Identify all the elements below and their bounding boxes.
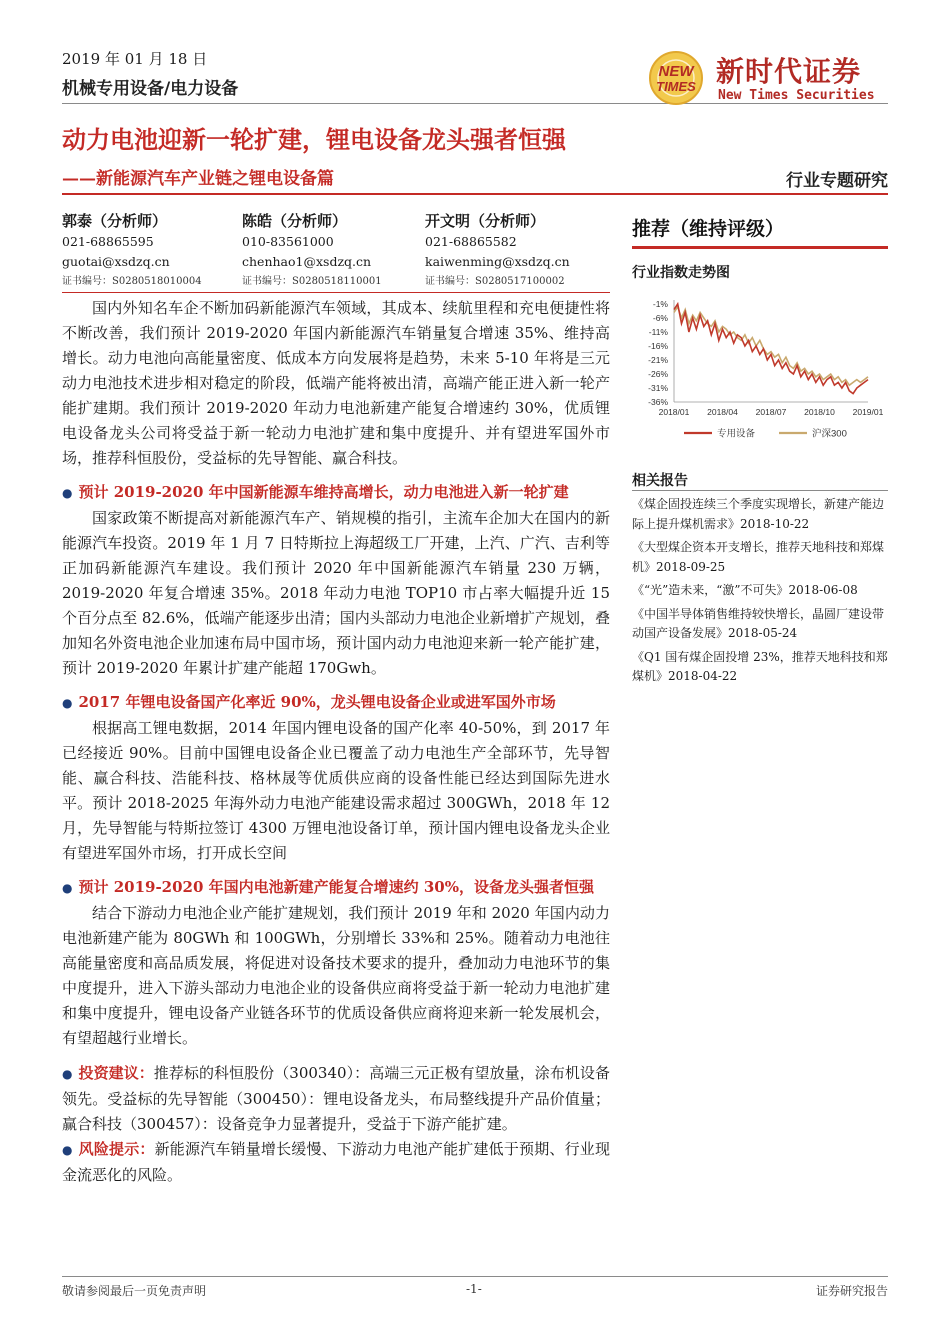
- section-heading: ● 预计 2019-2020 年中国新能源车维持高增长，动力电池进入新一轮扩建: [62, 483, 569, 501]
- analyst-email[interactable]: guotai@xsdzq.cn: [62, 254, 170, 269]
- risk-text: 新能源汽车销量增长缓慢、下游动力电池产能扩建低于预期、行业现金流恶化的风险。: [62, 1140, 610, 1184]
- footer-divider: [62, 1276, 888, 1277]
- analyst-email[interactable]: chenhao1@xsdzq.cn: [242, 254, 372, 269]
- legend-label: 沪深300: [812, 428, 847, 440]
- analyst-name: 开文明（分析师）: [425, 212, 546, 230]
- section-paragraph: 结合下游动力电池企业产能扩建规划，我们预计 2019 年和 2020 年国内动力电池新建产能为 80GWh 和 100GWh，分别增长 33%和 25%。随着动力电池往高能量密度和高品质发展，将促进对设备技术要求的提升，叠加动力电池环节的集中度提升，进入下游头部动力电池企业的设备供应商将受益于新一轮动力电池扩建和集中度提升，锂电设备产业链各环节的优质设备供应商将迎来新一轮发展机会，有望超越行业增长。: [62, 904, 610, 1047]
- sector-label: 机械专用设备/电力设备: [62, 79, 239, 99]
- investment-advice: [62, 1061, 610, 1137]
- investment-text: 推荐标的科恒股份（300340）：高端三元正极有望放量，涂布机设备领先。受益标的先导智能（300450）：锂电设备龙头，布局整线提升产品价值量；赢合科技（300457）：设备竞争力显著提升，受益于下游产能扩建。: [62, 1064, 610, 1133]
- analyst-cert: 证书编号：S0280518010004: [62, 276, 202, 287]
- bullet-icon: ●: [62, 881, 73, 895]
- page-number: -1-: [466, 1282, 482, 1296]
- logo-name: 新时代证券: [716, 55, 862, 88]
- related-reports-title: 相关报告: [632, 473, 688, 489]
- bullet-icon: ●: [62, 486, 73, 500]
- y-axis: [648, 299, 674, 407]
- analyst-divider: [62, 292, 610, 293]
- y-tick-label: -11%: [648, 327, 668, 337]
- analyst-card: [425, 210, 605, 292]
- logo-english-name: New Times Securities: [718, 88, 875, 103]
- rating-divider: [632, 246, 888, 249]
- chart-title: 行业指数走势图: [632, 265, 730, 281]
- section-paragraph: 根据高工锂电数据，2014 年国内锂电设备的国产化率 40-50%，到 2017 年已经接近 90%。目前中国锂电设备企业已覆盖了动力电池生产全部环节，先导智能、赢合科技、浩能科技、格林晟等优质供应商的设备性能已经达到国际先进水平。预计 2018-2025 年海外动力电池产能建设需求超过 300GWh，2018 年 12 月，先导智能与特斯拉签订 4300 万锂电池设备订单，预计国内锂电设备龙头企业有望进军国外市场，打开成长空间: [62, 719, 610, 862]
- section-paragraph: 国家政策不断提高对新能源汽车产、销规模的指引，主流车企加大在国内的新能源汽车投资。2019 年 1 月 7 日特斯拉上海超级工厂开建，上汽、广汽、吉利等正加码新能源汽车建设。我们预计 2020 年中国新能源汽车销量 230 万辆，2019-2020 年复合增速 35%。2018 年动力电池 TOP10 市占率大幅提升近 15 个百分点至 82.6%，低端产能逐步出清；国内头部动力电池企业新增扩产规划，叠加知名外资电池企业加速布局中国市场，预计国内动力电池迎来新一轮产能扩建，预计 2019-2020 年累计扩建产能超 170Gwh。: [62, 509, 610, 677]
- y-tick-label: -16%: [648, 341, 668, 351]
- x-tick-label: 2019/01: [852, 407, 884, 417]
- related-divider: [632, 490, 888, 491]
- y-tick-label: -1%: [652, 299, 668, 309]
- related-report[interactable]: 《大型煤企资本开支增长，推荐天地科技和郑煤机》2018-09-25: [632, 540, 885, 574]
- main-body: [62, 296, 610, 1188]
- x-axis: [659, 402, 884, 417]
- title-divider: [62, 193, 888, 195]
- report-subtitle: ——新能源汽车产业链之锂电设备篇: [62, 169, 334, 189]
- y-tick-label: -36%: [648, 397, 668, 407]
- analyst-card: [62, 210, 242, 292]
- logo-mark: [640, 48, 712, 108]
- company-logo: [640, 48, 890, 108]
- logo-mark-top: NEW: [658, 63, 694, 80]
- x-tick-label: 2018/10: [804, 407, 835, 417]
- plot-area: [674, 304, 868, 394]
- related-report[interactable]: 《中国半导体销售维持较快增长，晶圆厂建设带动国产设备发展》2018-05-24: [632, 606, 885, 640]
- rating: 推荐（维持评级）: [632, 218, 785, 240]
- related-report[interactable]: 《煤企固投连续三个季度实现增长，新建产能边际上提升煤机需求》2018-10-22: [632, 497, 885, 531]
- intro-paragraph: 国内外知名车企不断加码新能源汽车领域，其成本、续航里程和充电便捷性将不断改善，我们预计 2019-2020 年国内新能源汽车销量复合增速 35%、维持高增长。动力电池向高能量密度、低成本方向发展将是趋势，未来 5-10 年将是三元动力电池技术进步相对稳定的阶段，低端产能将被出清，高端产能正进入新一轮产能扩建期。我们预计 2019-2020 年动力电池新建产能复合增速约 30%，优质锂电设备龙头公司将受益于新一轮动力电池扩建和集中度提升、并有望进军国外市场，推荐科恒股份，受益标的先导智能、赢合科技。: [62, 299, 610, 467]
- logo-mark-bottom: TIMES: [656, 79, 696, 94]
- section-heading: ● 预计 2019-2020 年国内电池新建产能复合增速约 30%，设备龙头强者恒强: [62, 878, 595, 896]
- y-tick-label: -21%: [648, 355, 668, 365]
- x-tick-label: 2018/04: [707, 407, 738, 417]
- x-tick-label: 2018/07: [755, 407, 787, 417]
- analyst-phone: 021-68865582: [425, 234, 517, 249]
- analyst-email[interactable]: kaiwenming@xsdzq.cn: [425, 254, 570, 269]
- report-type: 行业专题研究: [786, 171, 888, 191]
- chart-legend: [684, 428, 847, 440]
- section-heading: ● 2017 年锂电设备国产化率近 90%，龙头锂电设备企业或进军国外市场: [62, 693, 556, 711]
- y-tick-label: -31%: [648, 383, 668, 393]
- analyst-card: [242, 210, 422, 292]
- analyst-cert: 证书编号：S0280517100002: [425, 276, 565, 287]
- analyst-cert: 证书编号：S0280518110001: [242, 276, 382, 287]
- risk-warning: [62, 1137, 610, 1188]
- risk-label: 风险提示：: [78, 1140, 155, 1158]
- bullet-icon: ●: [62, 1143, 73, 1157]
- related-report[interactable]: 《“光”造未来，“激”不可失》2018-06-08: [632, 583, 858, 597]
- investment-label: 投资建议：: [78, 1064, 154, 1082]
- analyst-phone: 010-83561000: [242, 234, 334, 249]
- report-title: 动力电池迎新一轮扩建，锂电设备龙头强者恒强: [62, 126, 566, 154]
- analyst-name: 陈皓（分析师）: [242, 212, 348, 230]
- x-tick-label: 2018/01: [658, 407, 690, 417]
- index-trend-chart: [632, 290, 888, 450]
- analyst-name: 郭泰（分析师）: [62, 212, 168, 230]
- bullet-icon: ●: [62, 696, 73, 710]
- y-tick-label: -26%: [648, 369, 668, 379]
- related-report[interactable]: 《Q1 国有煤企固投增 23%，推荐天地科技和郑煤机》2018-04-22: [632, 649, 888, 683]
- report-date: 2019 年 01 月 18 日: [62, 50, 208, 68]
- legend-label: 专用设备: [717, 428, 756, 440]
- related-reports-list: [632, 495, 888, 691]
- footer-report-label: 证券研究报告: [815, 1284, 888, 1298]
- bullet-icon: ●: [62, 1067, 73, 1081]
- series-line-2: [674, 307, 868, 385]
- analyst-phone: 021-68865595: [62, 234, 154, 249]
- footer-disclaimer[interactable]: 敬请参阅最后一页免责声明: [62, 1284, 207, 1298]
- y-tick-label: -6%: [652, 313, 668, 323]
